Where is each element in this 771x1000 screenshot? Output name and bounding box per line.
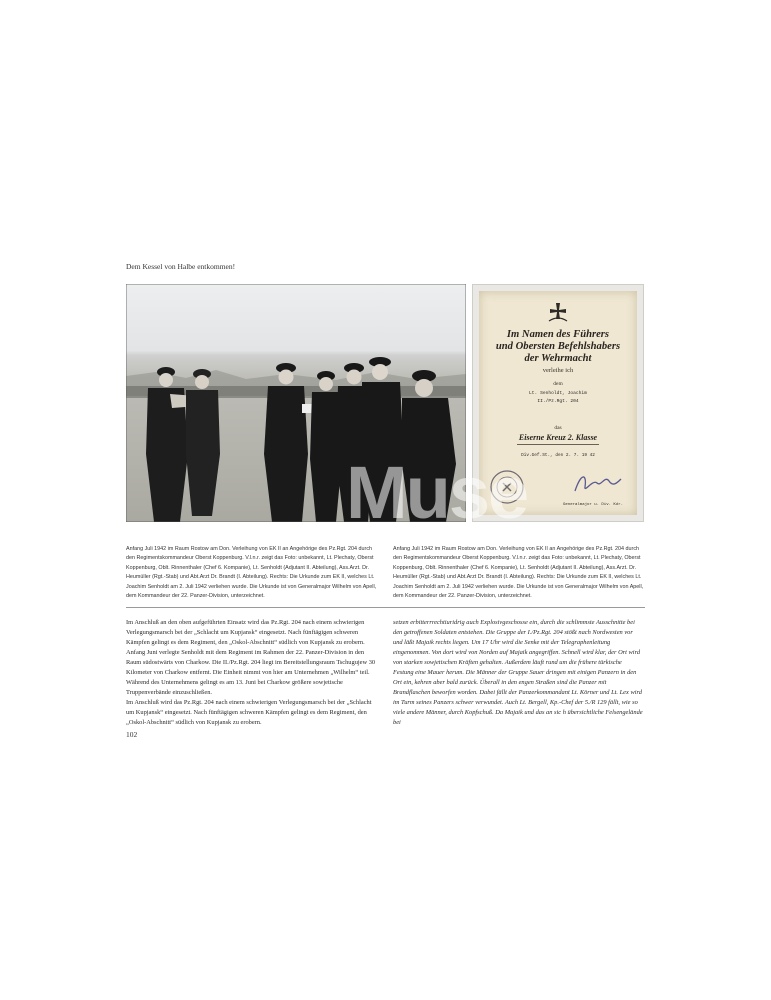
section-divider	[126, 607, 645, 608]
certificate-sign-line: Generalmajor u. Div. Kdr.	[563, 503, 624, 507]
certificate-recipient: Lt. Senholdt, Joachim	[529, 391, 587, 396]
body-text-right	[393, 618, 643, 728]
body-paragraph: Im Anschluß an den oben aufgeführten Einsatz wird das Pz.Rgt. 204 nach einem schwierigen Verlegungsmarsch bei der „Schlacht um Kupjansk“ eingesetzt. Nach fünftägigen schweren Kämpfen gelingt es dem Regiment, den „Oskol-Abschnitt“ südlich von Kupjansk zu erobern.	[126, 619, 365, 646]
certificate-rule	[517, 444, 599, 445]
photo-caption-right: Anfang Juli 1942 im Raum Rostow am Don. Verleihung von EK II an Angehörige des Pz.Rgt. 204 durch den Regimentskommandeur Oberst Koppenburg. V.l.n.r. zeigt das Foto: unbekannt, Lt. Plechaty, Oberst Koppenburg, Oblt. Rinnenthaler (Chef 6. Kompanie), Lt. Senholdt (Adjutant II. Abteilung), Ass.Arzt. Dr. Heumüller (Rgt.-Stab) und Abt.Arzt Dr. Brandt (I. Abteilung). Rechts: Die Urkunde zum EK II, welches Lt. Joachim Senholdt am 2. Juli 1942 verliehen wurde. Die Urkunde ist von Generalmajor Wilhelm von Apell, dem Kommandeur der 22. Panzer-Division, unterzeichnet.	[393, 546, 644, 600]
certificate-award: Eiserne Kreuz 2. Klasse	[518, 433, 598, 442]
division-seal-icon	[489, 469, 525, 505]
certificate-date-line: Div.Gef.St., den 2. 7. 19 42	[521, 453, 595, 458]
iron-cross-certificate	[472, 284, 644, 522]
photo-caption-left: Anfang Juli 1942 im Raum Rostow am Don. Verleihung von EK II an Angehörige des Pz.Rgt. 204 durch den Regimentskommandeur Oberst Koppenburg. V.l.n.r. zeigt das Foto: unbekannt, Lt. Plechaty, Oberst Koppenburg, Oblt. Rinnenthaler (Chef 6. Kompanie), Lt. Senholdt (Adjutant II. Abteilung), Ass.Arzt. Dr. Heumüller (Rgt.-Stab) und Abt.Arzt Dr. Brandt (I. Abteilung). Rechts: Die Urkunde zum EK II, welches Lt. Joachim Senholdt am 2. Juli 1942 verliehen wurde. Die Urkunde ist von Generalmajor Wilhelm von Apell, dem Kommandeur der 22. Panzer-Division, unterzeichnet.	[126, 546, 377, 600]
page-number: 102	[126, 730, 138, 739]
certificate-dem: dem	[553, 381, 563, 387]
certificate-heading-line: der Wehrmacht	[524, 353, 592, 364]
body-text-left	[126, 618, 376, 728]
signature-icon	[571, 469, 625, 497]
body-paragraph: Im Anschluß wird das Pz.Rgt. 204 nach einem schwierigen Verlegungsmarsch bei der „Schlacht um Kupjansk“ eingesetzt. Nach fünftägigen schweren Kämpfen gelingt es dem Regiment, den „Oskol-Abschnitt“ südlich von Kupjansk zu erobern.	[126, 699, 372, 726]
certificate-unit: II./Pz.Rgt. 204	[537, 399, 579, 404]
body-paragraph: setzen erbitterrrechtiuridrig auch Explosivgeschosse ein, durch die schlimmste Ausschnitte bei den getroffenen Soldaten entstehen. Die Gruppe der I./Pz.Rgt. 204 stößt nach Nordwesten vor und läßt Majaik rechts liegen. Um 17 Uhr wird die Senke mit der Telegraphenleitung eingenommen. Von dort wird von Norden auf Majaik angegriffen. Schnell wird klar, der Ort wird von starken sowjetischen Kräften gehalten. Außerdem läuft rund um die frühere türkische Festung eine Mauer herum. Die Männer der Gruppe Sauer dringen mit einigen Panzern in den Ort ein, kehren aber bald zurück. Überall in den engen Straßen sind die Panzer mit Brandflaschen beworfen worden. Dabei fällt der Panzerkommandant Lt. Körner und Lt. Lex wird im Turm seines Panzers schwer verwundet. Auch Lt. Bergell, Kp.-Chef der 5./R 129 fällt, wie so viele andere Männer, durch Kopfschuß. Da Majaik und das an sic h übersichtliche Felsengelände bei	[393, 619, 643, 726]
certificate-heading-line: und Obersten Befehlshabers	[495, 341, 621, 352]
iron-cross-emblem-icon	[543, 301, 573, 327]
certificate-heading-line: Im Namen des Führers	[506, 329, 610, 340]
watermark: Muse	[346, 451, 528, 534]
award-ceremony-photo	[126, 284, 466, 522]
certificate-verleihe: verleihe ich	[542, 367, 574, 374]
running-head: Dem Kessel von Halbe entkommen!	[126, 262, 236, 271]
certificate-das: das	[554, 425, 562, 431]
body-paragraph: Anfang Juni verlegte Senholdt mit dem Regiment im Rahmen der 22. Panzer-Division in den Raum südostwärts von Charkow. Die II./Pz.Rgt. 204 liegt im Bereitstellungsraum Tschugujew 30 Kilometer von Charkow entfernt. Die Einheit nimmt von hier am Unternehmen „Wilhelm“ teil. Während des Unternehmens gelingt es am 13. Juni bei Charkow größere sowjetische Truppenverbände einzuschließen.	[126, 649, 376, 696]
